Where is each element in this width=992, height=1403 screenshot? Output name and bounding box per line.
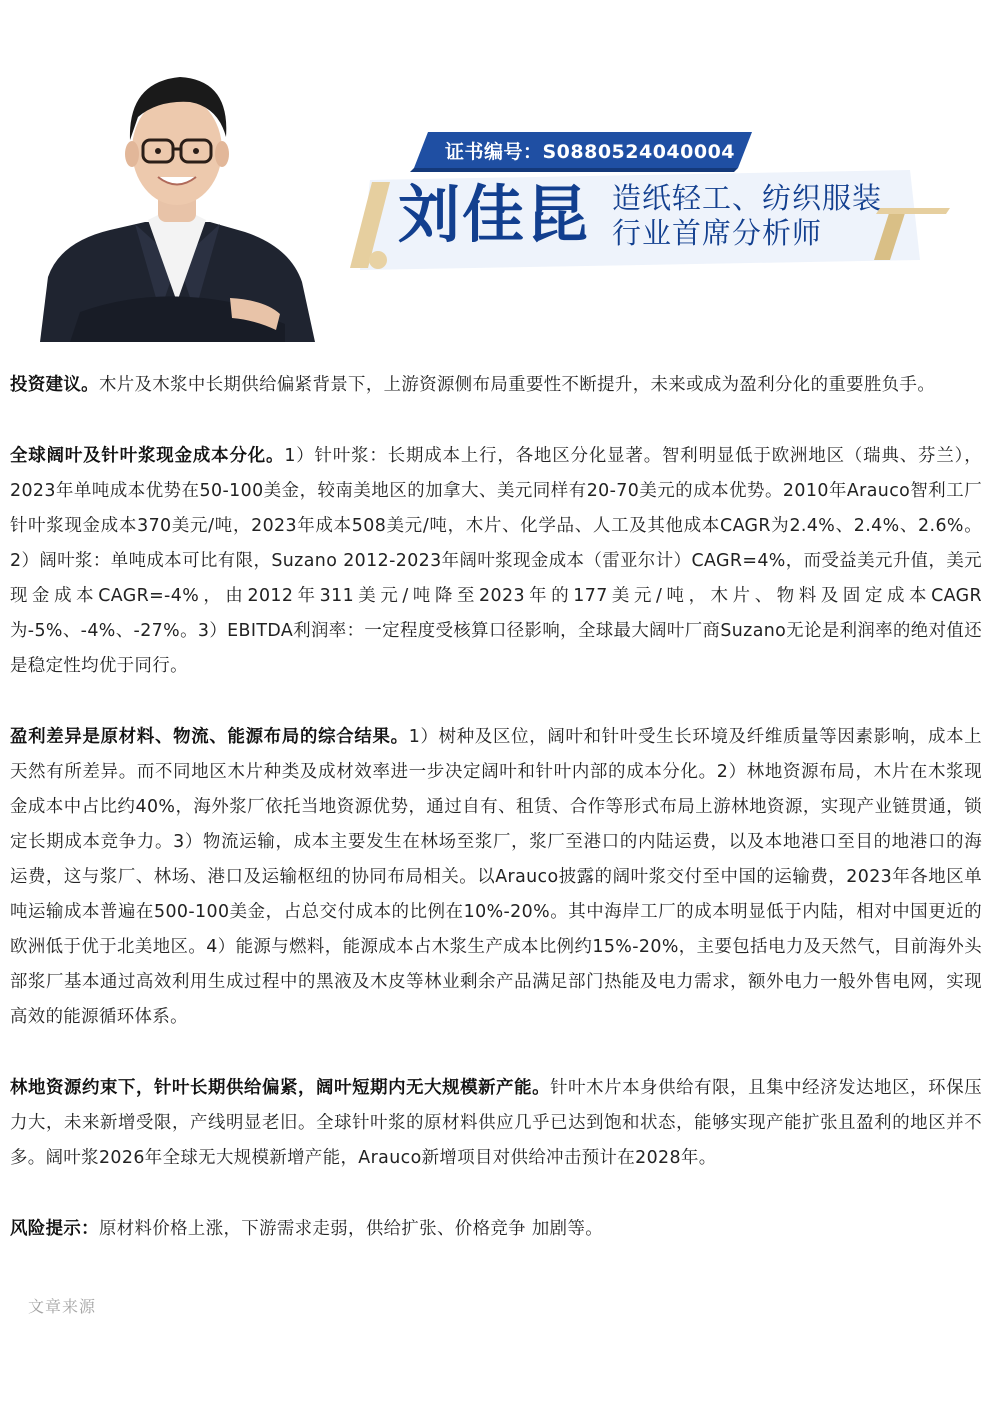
paragraph-risk-warning [10,1212,982,1247]
paragraph-lead: 投资建议。 [10,375,99,395]
analyst-title-line-1: 造纸轻工、纺织服装 [612,181,883,215]
paragraph-text: 原材料价格上涨，下游需求走弱，供给扩张、价格竞争 加剧等。 [98,1219,604,1239]
article-source-link[interactable]: 文章来源 [28,1297,97,1316]
paragraph-cash-cost [10,439,982,684]
article-body [10,368,982,1283]
paragraph-text: 1）针叶浆：长期成本上行，各地区分化显著。智利明显低于欧洲地区（瑞典、芬兰），2023年单吨成本优势在50-100美金，较南美地区的加拿大、美元同样有20-70美元的成本优势。2010年Arauco智利工厂针叶浆现金成本370美元/吨，2023年成本508美元/吨，木片、化学品、人工及其他成本CAGR为2.4%、2.4%、2.6%。2）阔叶浆：单吨成本可比有限，Suzano 2012-2023年阔叶浆现金成本（雷亚尔计）CAGR=4%，而受益美元升值，美元现金成本CAGR=-4%，由2012年311美元/吨降至2023年的177美元/吨，木片、物料及固定成本CAGR为-5%、-4%、-27%。3）EBITDA利润率：一定程度受核算口径影响，全球最大阔叶厂商Suzano无论是利润率的绝对值还是稳定性均优于同行。 [10,446,982,676]
paragraph-text: 针叶木片本身供给有限，且集中经济发达地区，环保压力大，未来新增受限，产线明显老旧。全球针叶浆的原材料供应几乎已达到饱和状态，能够实现产能扩张且盈利的地区并不多。阔叶浆2026年全球无大规模新增产能，Arauco新增项目对供给冲击预计在2028年。 [10,1078,982,1168]
analyst-name: 刘佳昆 [398,178,591,251]
paragraph-profit-difference [10,720,982,1035]
paragraph-supply-constraint [10,1071,982,1176]
paragraph-lead: 林地资源约束下，针叶长期供给偏紧，阔叶短期内无大规模新产能。 [10,1078,551,1098]
analyst-banner [0,0,992,345]
certificate-number: 证书编号：S0880524040004 [444,140,736,163]
paragraph-investment-advice [10,368,982,403]
analyst-portrait [40,62,315,342]
paragraph-lead: 风险提示： [10,1219,99,1239]
paragraph-text: 1）树种及区位，阔叶和针叶受生长环境及纤维质量等因素影响，成本上天然有所差异。而不同地区木片种类及成材效率进一步决定阔叶和针叶内部的成本分化。2）林地资源布局，木片在木浆现金成本中占比约40%，海外浆厂依托当地资源优势，通过自有、租赁、合作等形式布局上游林地资源，实现产业链贯通，锁定长期成本竞争力。3）物流运输，成本主要发生在林场至浆厂，浆厂至港口的内陆运费，以及本地港口至目的地港口的海运费，这与浆厂、林场、港口及运输枢纽的协同布局相关。以Arauco披露的阔叶浆交付至中国的运输费，2023年各地区单吨运输成本普遍在500-100美金，占总交付成本的比例在10%-20%。其中海岸工厂的成本明显低于内陆，相对中国更近的欧洲低于优于北美地区。4）能源与燃料，能源成本占木浆生产成本比例约15%-20%，主要包括电力及天然气，目前海外头部浆厂基本通过高效利用生成过程中的黑液及木皮等林业剩余产品满足部门热能及电力需求，额外电力一般外售电网，实现高效的能源循环体系。 [10,727,982,1027]
analyst-title-line-2: 行业首席分析师 [612,216,823,250]
paragraph-lead: 盈利差异是原材料、物流、能源布局的综合结果。 [10,727,409,747]
paragraph-text: 木片及木浆中长期供给偏紧背景下，上游资源侧布局重要性不断提升，未来或成为盈利分化的重要胜负手。 [98,375,936,395]
paragraph-lead: 全球阔叶及针叶浆现金成本分化。 [10,446,285,466]
